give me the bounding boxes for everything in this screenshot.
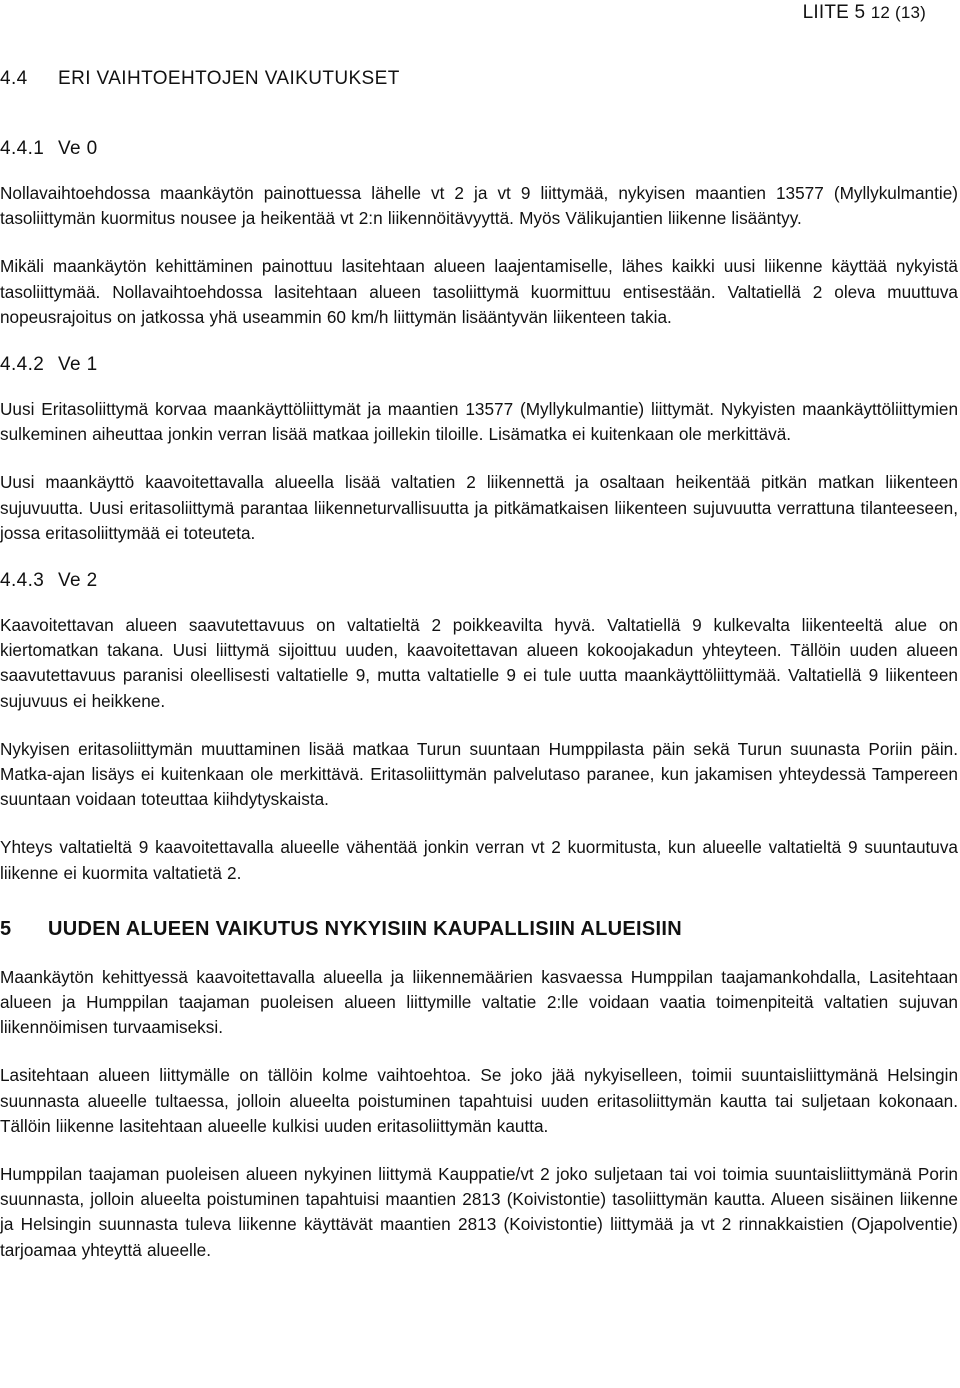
subsection-number: 4.4.3 (0, 570, 45, 592)
paragraph: Lasitehtaan alueen liittymälle on tällöin kolme vaihtoehtoa. Se joko jää nykyiselleen, toimii suuntaisliittymänä Helsingin suunnasta alueelle tultaessa, jolloin alueelta poistuminen tapahtuisi uuden eritasoliittymän kautta tai suljetaan kokonaan. Tällöin liikenne lasitehtaan alueelle kulkisi uuden eritasoliittymän kautta. (0, 1065, 958, 1136)
subsection-heading-4-4-1 (0, 138, 958, 160)
paragraph: Uusi maankäyttö kaavoitettavalla alueella lisää valtatien 2 liikennettä ja osaltaan heikentää pitkän matkan liikenteen sujuvuutta. Uusi eritasoliittymä parantaa liikenneturvallisuutta ja pitkämatkaisen liikenteen sujuvuutta verrattuna tilanteeseen, jossa eritasoliittymää ei toteuteta. (0, 472, 958, 543)
section-title: UUDEN ALUEEN VAIKUTUS NYKYISIIN KAUPALLISIIN ALUEISIIN (48, 917, 683, 940)
subsection-number: 4.4.1 (0, 138, 45, 159)
subsection-title: Ve 0 (58, 138, 98, 159)
page-header (803, 2, 926, 24)
subsection-heading-4-4-3 (0, 570, 958, 592)
paragraph: Uusi Eritasoliittymä korvaa maankäyttöliittymät ja maantien 13577 (Myllykulmantie) liittymät. Nykyisten maankäyttöliittymien sulkeminen aiheuttaa jonkin verran lisää matkaa joillekin tiloille. Lisämatka ei kuitenkaan ole merkittävä. (0, 399, 958, 445)
section-heading-5 (0, 918, 958, 941)
subsection-heading-4-4-2 (0, 354, 958, 376)
subsection-title: Ve 1 (58, 354, 98, 376)
paragraph: Kaavoitettavan alueen saavutettavuus on valtatieltä 2 poikkeavilta hyvä. Valtatiellä 9 kulkevalta liikenteeltä alue on kiertomatkan takana. Uusi liittymä sijoittuu uuden, kaavoitettavan alueen kokoojakadun yhteyteen. Tällöin uuden alueen saavutettavuus paranisi oleellisesti valtatielle 9, mutta valtatielle 9 ei tule uutta maankäyttöliittymää. Valtatiellä 9 liikenteen sujuvuus ei heikkene. (0, 615, 958, 711)
subsection-title: Ve 2 (58, 570, 98, 592)
document-body (0, 68, 958, 1263)
appendix-label: LIITE 5 (802, 2, 866, 23)
paragraph: Yhteys valtatieltä 9 kaavoitettavalla alueelle vähentää jonkin verran vt 2 kuormitusta, kun alueelle valtatieltä 9 suuntautuva liikenne ei kuormita valtatietä 2. (0, 837, 958, 883)
page-number: 12 (13) (870, 3, 926, 22)
section-number: 4.4 (0, 68, 28, 89)
paragraph: Humppilan taajaman puoleisen alueen nykyinen liittymä Kauppatie/vt 2 joko suljetaan tai voi toimia suuntaisliittymänä Porin suunnasta, jolloin alueelta poistuminen tapahtuisi maantien 2813 (Koivistontie) tasoliittymän kautta. Alueen sisäinen liikenne ja Helsingin suunnasta tuleva liikenne käyttävät maantien 2813 (Koivistontie) liittymää ja vt 2 rinnakkaistien (Ojapolventie) tarjoamaa yhteyttä alueelle. (0, 1164, 958, 1260)
section-title: ERI VAIHTOEHTOJEN VAIKUTUKSET (58, 68, 400, 89)
subsection-number: 4.4.2 (0, 354, 45, 376)
paragraph: Maankäytön kehittyessä kaavoitettavalla alueella ja liikennemäärien kasvaessa Humppilan taajamankohdalla, Lasitehtaan alueen ja Humppilan taajaman puoleisen alueen liittymille valtatie 2:lle voidaan vaatia toimenpiteitä valtatien sujuvan liikennöimisen turvaamiseksi. (0, 966, 958, 1038)
paragraph: Nykyisen eritasoliittymän muuttaminen lisää matkaa Turun suuntaan Humppilasta päin sekä Turun suunasta Poriin päin. Matka-ajan lisäys ei kuitenkaan ole merkittävä. Eritasoliittymän palvelutaso paranee, kun jakamisen yhteydessä Tampereen suuntaan voidaan toteuttaa kiihdytyskaista. (0, 738, 958, 810)
section-number: 5 (0, 917, 12, 940)
paragraph: Mikäli maankäytön kehittäminen painottuu lasitehtaan alueen laajentamiselle, lähes kaikki uusi liikenne käyttää nykyistä tasoliittymää. Nollavaihtoehdossa lasitehtaan alueen tasoliittymä kuormittuu entisestään. Valtatiellä 2 oleva muuttuva nopeusrajoitus on jatkossa yhä useammin 60 km/h liittymän lisääntyvän liikenteen takia. (0, 256, 958, 327)
section-heading-4-4 (0, 68, 958, 90)
paragraph: Nollavaihtoehdossa maankäytön painottuessa lähelle vt 2 ja vt 9 liittymää, nykyisen maantien 13577 (Myllykulmantie) tasoliittymän kuormitus nousee ja heikentää vt 2:n liikennöitävyyttä. Myös Välikujantien liikenne lisääntyy. (0, 183, 958, 229)
